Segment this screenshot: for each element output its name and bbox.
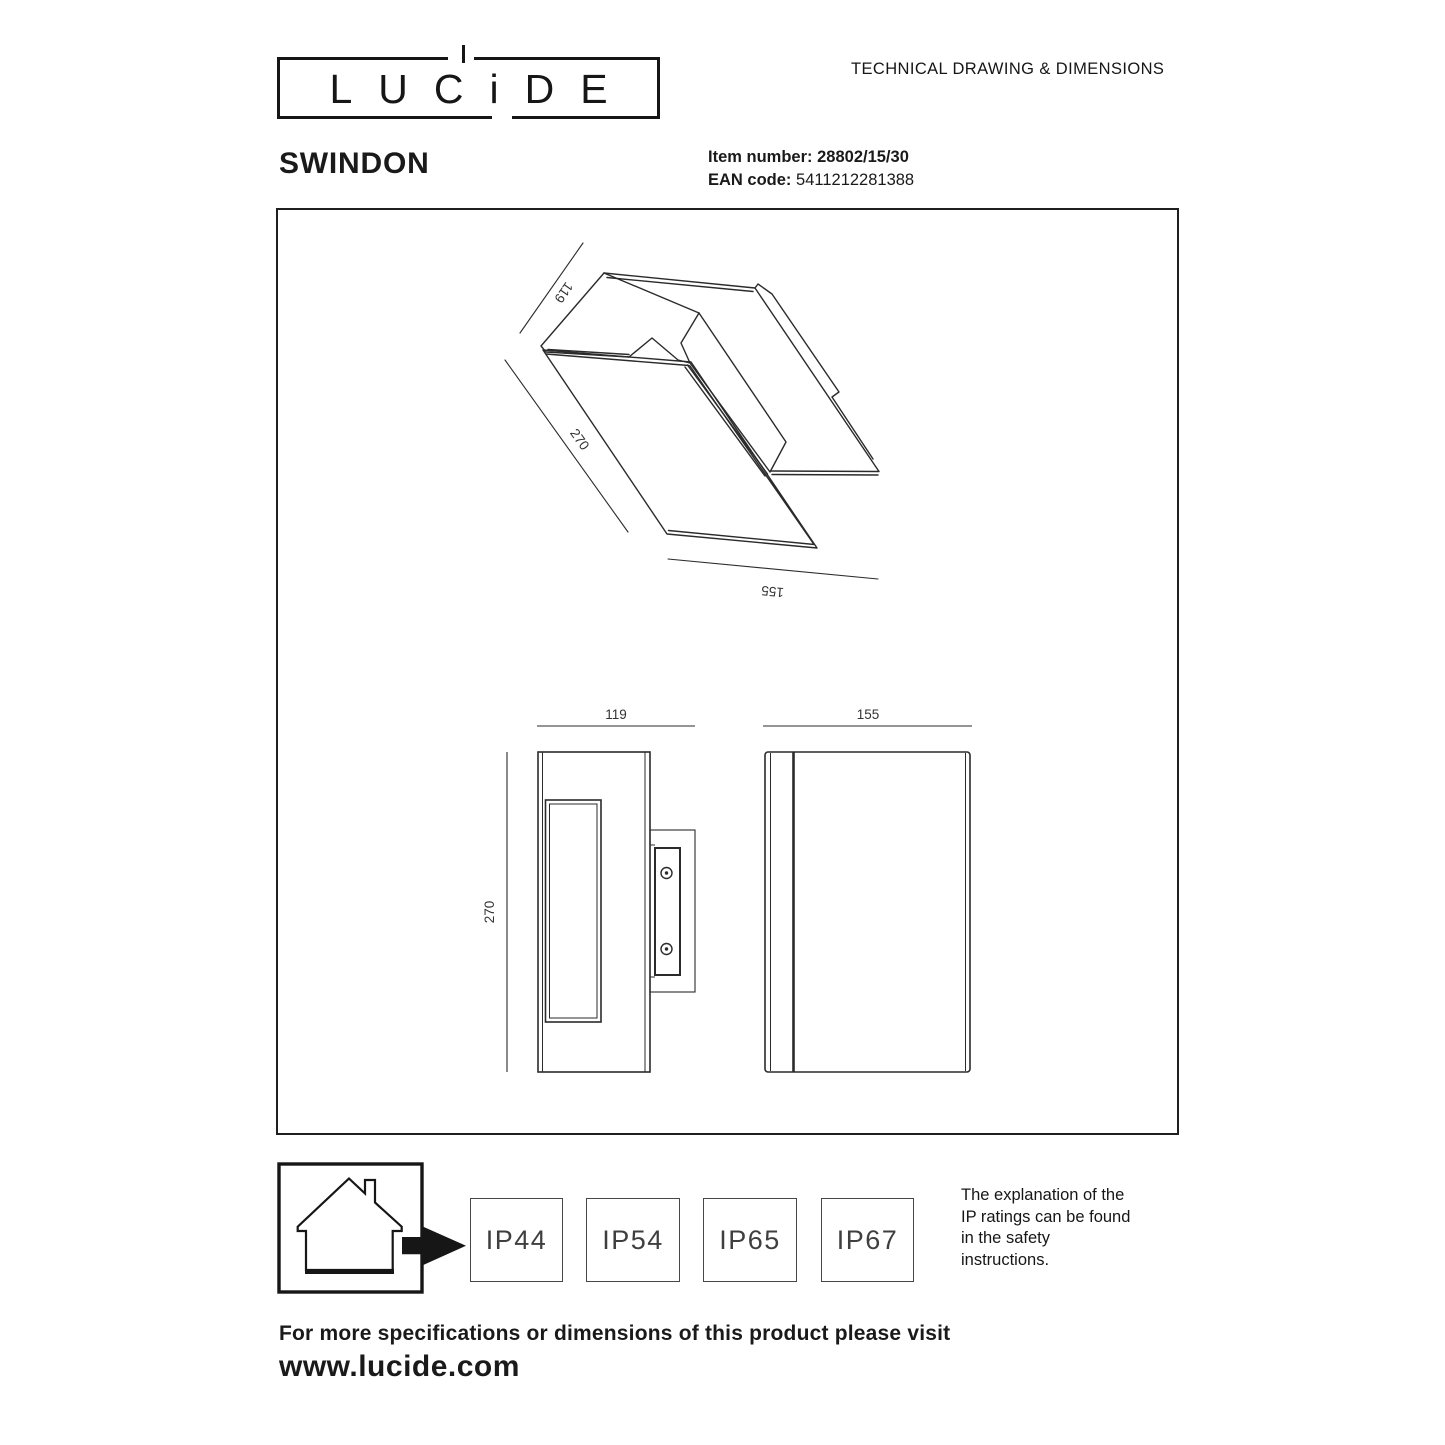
side-body [765, 752, 970, 1072]
ip-rating-badge-ip44 [470, 1198, 563, 1282]
ip-note-line-3: in the safety [961, 1229, 1050, 1247]
ip-rating-badge-ip54 [586, 1198, 680, 1282]
ip67-label: IP67 [836, 1224, 899, 1255]
side-view [763, 726, 972, 1072]
iso-height-label: 270 [567, 425, 593, 453]
ean-label: EAN code: [708, 171, 792, 189]
iso-dim-line-width [668, 559, 878, 579]
ip-note-line-2: IP ratings can be found [961, 1207, 1131, 1226]
ip54-label: IP54 [602, 1224, 664, 1255]
item-number-value: 28802/15/30 [817, 148, 909, 166]
ip-rating-badge-ip67 [821, 1198, 914, 1282]
ip-note-line-1: The explanation of the [961, 1186, 1125, 1204]
drawing-frame [277, 209, 1178, 1134]
iso-fold-line [604, 273, 699, 313]
product-name: SWINDON [279, 147, 430, 180]
document-title: TECHNICAL DRAWING & DIMENSIONS [851, 60, 1165, 78]
item-number-label: Item number: [708, 148, 813, 166]
front-screw-bottom-dot [665, 947, 668, 950]
front-width-label: 119 [605, 707, 627, 722]
front-window-inner [550, 804, 598, 1018]
lucide-logo-letters: LUCiDE [329, 66, 634, 112]
ip-rating-badge-ip65 [703, 1198, 797, 1282]
house-icon [298, 1179, 402, 1271]
front-height-label: 270 [482, 900, 497, 924]
footer-website: www.lucide.com [279, 1350, 520, 1383]
house-pictogram [279, 1164, 466, 1292]
front-screw-top-dot [665, 871, 668, 874]
arrow-right-icon [402, 1227, 466, 1265]
front-window-outer [546, 800, 602, 1022]
iso-dim-labels [551, 279, 784, 600]
ip44-label: IP44 [485, 1224, 548, 1255]
ip65-label: IP65 [719, 1224, 781, 1255]
iso-wall-bracket [755, 284, 873, 459]
front-bracket-outer [650, 830, 695, 992]
front-view [507, 726, 695, 1072]
ip-note-line-4: instructions. [961, 1250, 1050, 1269]
ip-rating-note [961, 1185, 1130, 1271]
ean-value: 5411212281388 [796, 171, 915, 189]
iso-middle-panel [681, 313, 786, 476]
iso-depth-label: 119 [551, 279, 577, 306]
footer-text: For more specifications or dimensions of this product please visit [279, 1322, 951, 1345]
side-width-label: 155 [856, 707, 880, 722]
iso-width-label: 155 [760, 582, 785, 601]
